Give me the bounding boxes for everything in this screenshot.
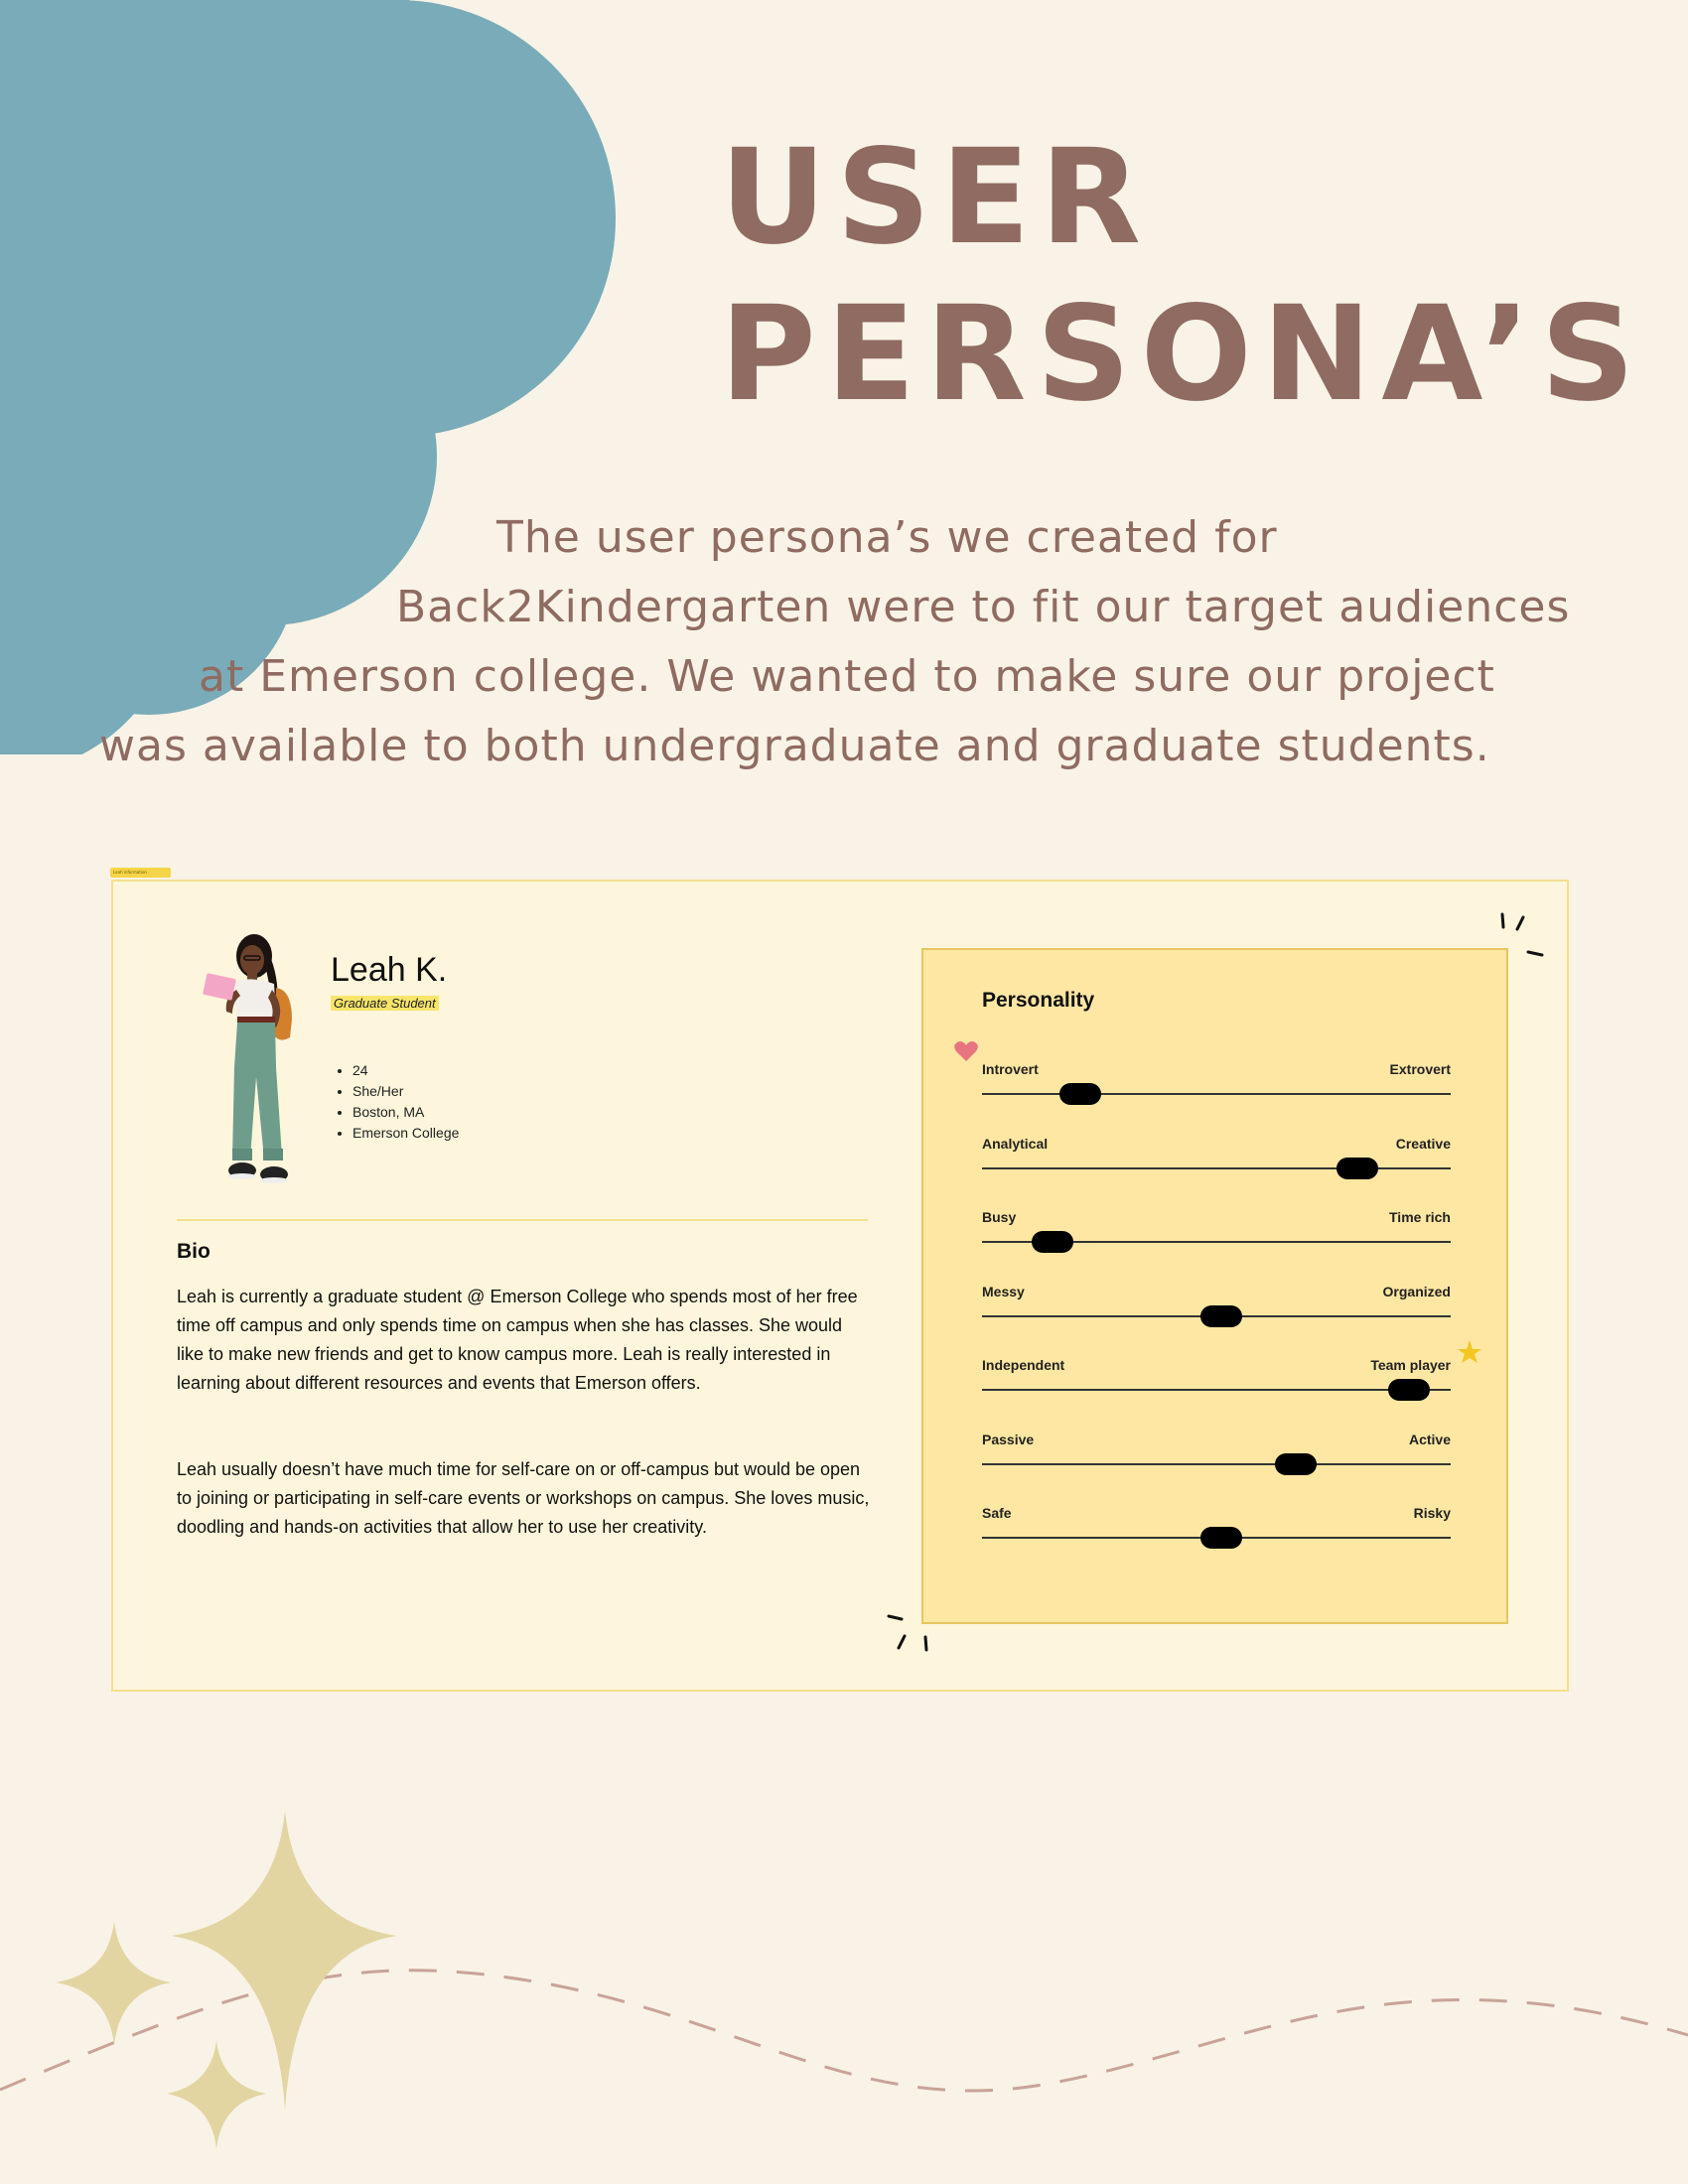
trait-slider-track bbox=[982, 1389, 1451, 1391]
trait-slider-knob[interactable] bbox=[1388, 1379, 1430, 1401]
star-icon bbox=[1457, 1339, 1482, 1365]
bio-paragraph-1: Leah is currently a graduate student @ Emerson College who spends most of her free time off campus and only spends time on campus when she has classes. She would like to make new friends and get to know campus more. Leah is really interested in learning about different resources and events that Emerson offers. bbox=[177, 1287, 858, 1393]
persona-role: Graduate Student bbox=[331, 996, 439, 1011]
trait-right-label: Time rich bbox=[1389, 1209, 1451, 1225]
persona-details bbox=[338, 1060, 459, 1144]
trait-slider-knob[interactable] bbox=[1336, 1158, 1378, 1179]
detail-pronouns: • She/Her bbox=[352, 1081, 459, 1102]
frame-label: Leah information bbox=[110, 868, 171, 878]
personality-title: Personality bbox=[982, 989, 1095, 1012]
trait-slider-knob[interactable] bbox=[1200, 1305, 1242, 1327]
trait-right-label: Extrovert bbox=[1389, 1061, 1451, 1077]
trait-slider-knob[interactable] bbox=[1200, 1527, 1242, 1549]
detail-school: • Emerson College bbox=[352, 1123, 459, 1144]
trait-left-label: Independent bbox=[982, 1357, 1065, 1373]
detail-age: • 24 bbox=[352, 1060, 459, 1081]
trait-right-label: Active bbox=[1408, 1431, 1451, 1447]
page-title bbox=[720, 119, 1645, 433]
title-line-1: USER bbox=[720, 121, 1152, 274]
trait-right-label: Creative bbox=[1395, 1135, 1451, 1152]
trait-slider-track bbox=[982, 1463, 1451, 1465]
trait-right-label: Organized bbox=[1382, 1283, 1451, 1299]
section-divider bbox=[177, 1219, 868, 1221]
cloud-decoration bbox=[0, 0, 616, 754]
title-line-2: PERSONA’S bbox=[720, 278, 1645, 431]
doodle-marks-bottom bbox=[882, 1608, 941, 1658]
doodle-marks-top bbox=[1494, 911, 1554, 961]
trait-slider-knob[interactable] bbox=[1275, 1453, 1317, 1475]
trait-left-label: Messy bbox=[982, 1283, 1025, 1299]
trait-left-label: Analytical bbox=[982, 1135, 1049, 1152]
intro-line-3: at Emerson college. We wanted to make sure our project bbox=[199, 651, 1495, 702]
trait-left-label: Passive bbox=[982, 1431, 1035, 1447]
intro-line-4: was available to both undergraduate and graduate students. bbox=[99, 721, 1490, 771]
trait-left-label: Safe bbox=[982, 1505, 1012, 1521]
sparkle-decoration bbox=[0, 1787, 1688, 2184]
trait-slider-track bbox=[982, 1167, 1451, 1169]
intro-line-1: The user persona’s we created for bbox=[496, 512, 1278, 563]
trait-right-label: Risky bbox=[1413, 1505, 1451, 1521]
persona-name: Leah K. bbox=[331, 951, 448, 989]
trait-slider-knob[interactable] bbox=[1032, 1231, 1073, 1253]
persona-illustration bbox=[197, 928, 336, 1211]
trait-left-label: Busy bbox=[982, 1209, 1017, 1225]
trait-slider-knob[interactable] bbox=[1059, 1083, 1101, 1105]
detail-location: • Boston, MA bbox=[352, 1102, 459, 1123]
heart-icon bbox=[953, 1039, 979, 1063]
bio-heading: Bio bbox=[177, 1240, 211, 1263]
bio-paragraph-2: Leah usually doesn’t have much time for self-care on or off-campus but would be open to joining or participating in self-care events or workshops on campus. She loves music, doodling and hands-on activities that allow her to use her creativity. bbox=[177, 1459, 870, 1537]
trait-right-label: Team player bbox=[1370, 1357, 1451, 1373]
intro-line-2: Back2Kindergarten were to fit our target audiences bbox=[396, 582, 1571, 632]
trait-slider-track bbox=[982, 1093, 1451, 1095]
trait-left-label: Introvert bbox=[982, 1061, 1039, 1077]
